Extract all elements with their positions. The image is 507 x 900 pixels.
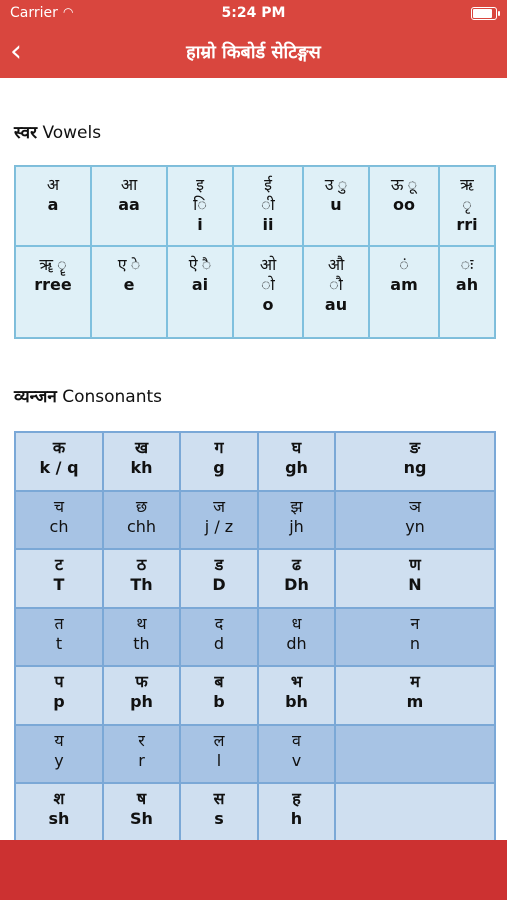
consonant-cell — [258, 666, 335, 725]
consonants-title-en: Consonants — [62, 387, 162, 407]
bottom-bar — [0, 840, 507, 900]
vowel-devanagari: ि — [193, 195, 207, 214]
consonant-roman: h — [290, 809, 303, 828]
consonant-cell — [258, 608, 335, 667]
consonant-roman: chh — [126, 516, 157, 536]
consonant-devanagari: ज — [213, 496, 225, 516]
vowel-devanagari: इ — [196, 175, 204, 194]
vowel-devanagari: ॠ ॄ — [39, 255, 67, 274]
status-time: 5:24 PM — [221, 5, 286, 21]
vowel-cell — [369, 166, 439, 246]
consonant-cell — [103, 549, 180, 608]
consonant-roman: n — [409, 633, 421, 653]
consonant-cell — [103, 783, 180, 840]
consonant-devanagari: द — [214, 613, 224, 633]
consonant-cell — [180, 491, 258, 550]
consonant-roman: T — [53, 575, 65, 594]
consonant-roman: dh — [286, 633, 307, 653]
consonant-devanagari: फ — [135, 672, 148, 691]
consonant-devanagari: ल — [213, 730, 225, 750]
vowel-roman: oo — [393, 195, 415, 214]
vowels-section-title — [14, 120, 101, 143]
consonant-devanagari: प — [54, 672, 64, 691]
vowel-roman: au — [324, 295, 348, 314]
consonant-roman: Sh — [130, 809, 153, 828]
consonant-cell — [335, 666, 495, 725]
consonant-devanagari: ञ — [409, 496, 421, 516]
consonant-cell — [335, 725, 495, 784]
consonant-roman: b — [213, 692, 225, 711]
consonant-cell — [15, 608, 103, 667]
consonant-cell — [258, 549, 335, 608]
vowel-cell — [233, 246, 303, 338]
consonant-devanagari: ष — [136, 789, 147, 808]
vowel-devanagari: ौ — [329, 275, 343, 294]
consonant-roman: m — [406, 692, 424, 711]
wifi-icon: ◠ — [63, 5, 74, 19]
vowel-cell — [91, 246, 167, 338]
consonant-devanagari: ह — [292, 789, 301, 808]
consonant-cell — [258, 783, 335, 840]
consonant-devanagari: स — [213, 789, 225, 808]
consonant-roman: sh — [48, 809, 70, 828]
vowel-devanagari: ऋ — [460, 175, 474, 194]
consonant-cell — [335, 549, 495, 608]
vowel-roman: rree — [34, 275, 72, 294]
vowel-roman: ii — [262, 215, 274, 234]
vowel-roman: am — [390, 275, 418, 294]
consonants-table — [14, 431, 496, 840]
consonant-cell — [180, 783, 258, 840]
consonant-roman: th — [133, 633, 150, 653]
vowels-title-native: स्वर — [14, 123, 38, 143]
consonant-cell — [103, 666, 180, 725]
vowel-cell — [167, 246, 233, 338]
consonant-roman: g — [213, 458, 225, 477]
consonant-cell — [335, 491, 495, 550]
vowel-roman: i — [197, 215, 203, 234]
consonant-cell — [15, 432, 103, 491]
consonant-cell — [180, 432, 258, 491]
consonant-cell — [258, 432, 335, 491]
vowel-roman: aa — [118, 195, 140, 214]
consonant-devanagari: थ — [136, 613, 147, 633]
consonant-roman: gh — [285, 458, 308, 477]
navigation-bar — [0, 0, 507, 78]
vowel-devanagari: ं — [399, 255, 409, 274]
consonant-roman: j / z — [204, 516, 234, 536]
consonant-devanagari: भ — [290, 672, 303, 691]
consonant-cell — [103, 432, 180, 491]
vowel-devanagari: आ — [120, 175, 138, 194]
consonant-cell — [335, 608, 495, 667]
consonant-devanagari: ग — [214, 438, 224, 457]
consonant-roman: ch — [49, 516, 69, 536]
vowel-cell — [303, 166, 369, 246]
consonant-cell — [103, 608, 180, 667]
vowel-roman: e — [123, 275, 135, 294]
consonant-devanagari: श — [53, 789, 65, 808]
vowel-devanagari: ऐ ै — [188, 255, 212, 274]
vowel-devanagari: ः — [460, 255, 474, 274]
vowel-cell — [167, 166, 233, 246]
consonant-devanagari: च — [53, 496, 65, 516]
consonant-roman: bh — [285, 692, 308, 711]
vowel-devanagari: ऊ ू — [390, 175, 418, 194]
consonant-cell — [103, 725, 180, 784]
consonant-roman: Th — [130, 575, 153, 594]
consonant-roman: ng — [403, 458, 427, 477]
consonant-devanagari: ट — [54, 555, 64, 574]
consonant-roman: v — [291, 750, 302, 770]
consonant-roman: jh — [289, 516, 304, 536]
consonant-cell — [103, 491, 180, 550]
consonant-roman: ph — [130, 692, 153, 711]
consonant-devanagari: ढ — [291, 555, 301, 574]
consonant-cell — [258, 725, 335, 784]
vowel-cell — [369, 246, 439, 338]
vowel-devanagari: ए े — [117, 255, 141, 274]
vowel-cell — [91, 166, 167, 246]
consonant-devanagari: क — [52, 438, 66, 457]
consonant-roman: s — [214, 809, 224, 828]
content-area[interactable] — [0, 78, 507, 840]
consonant-cell — [180, 666, 258, 725]
consonant-devanagari: ङ — [409, 438, 421, 457]
consonant-roman: r — [138, 750, 145, 770]
vowel-cell — [439, 246, 495, 338]
consonant-devanagari: ब — [214, 672, 224, 691]
consonant-devanagari: ठ — [136, 555, 147, 574]
carrier-label: Carrier — [10, 5, 58, 21]
status-bar — [0, 0, 507, 26]
consonant-roman: t — [55, 633, 63, 653]
vowels-table — [14, 165, 496, 339]
consonant-roman: l — [216, 750, 222, 770]
vowel-devanagari: ो — [261, 275, 275, 294]
battery-icon — [471, 7, 497, 20]
consonant-roman: p — [53, 692, 65, 711]
consonant-cell — [335, 432, 495, 491]
vowel-devanagari: ओ — [259, 255, 277, 274]
consonant-cell — [15, 725, 103, 784]
consonant-devanagari: घ — [291, 438, 302, 457]
consonant-cell — [15, 666, 103, 725]
consonant-roman: d — [213, 633, 225, 653]
consonant-roman: y — [54, 750, 64, 770]
consonant-cell — [180, 725, 258, 784]
vowel-devanagari: औ — [327, 255, 345, 274]
vowel-roman: u — [330, 195, 342, 214]
vowel-devanagari: अ — [46, 175, 60, 194]
consonant-devanagari: न — [410, 613, 420, 633]
consonant-devanagari: ड — [214, 555, 224, 574]
consonant-devanagari: ण — [409, 555, 421, 574]
consonant-devanagari: झ — [290, 496, 303, 516]
vowel-cell — [233, 166, 303, 246]
consonant-devanagari: र — [138, 730, 145, 750]
consonant-cell — [180, 549, 258, 608]
consonant-cell — [335, 783, 495, 840]
vowel-devanagari: ृ — [462, 195, 472, 214]
consonants-section-title — [14, 384, 162, 407]
vowel-roman: ai — [191, 275, 209, 294]
consonant-cell — [258, 491, 335, 550]
vowel-roman: o — [262, 295, 274, 314]
vowel-cell — [15, 246, 91, 338]
page-title: हाम्रो किबोर्ड सेटिङ्गस — [186, 42, 321, 63]
vowel-devanagari: ी — [261, 195, 275, 214]
consonant-roman: kh — [130, 458, 153, 477]
consonant-devanagari: म — [410, 672, 420, 691]
consonant-devanagari: त — [54, 613, 64, 633]
consonant-cell — [15, 549, 103, 608]
consonants-title-native: व्यन्जन — [14, 387, 57, 407]
consonant-devanagari: य — [54, 730, 64, 750]
vowel-devanagari: ई — [264, 175, 272, 194]
vowel-devanagari: उ ु — [324, 175, 348, 194]
consonant-devanagari: व — [292, 730, 301, 750]
consonant-devanagari: ध — [291, 613, 302, 633]
consonant-roman: k / q — [39, 458, 79, 477]
back-icon[interactable]: ‹ — [10, 34, 22, 69]
vowel-roman: a — [47, 195, 59, 214]
vowel-cell — [303, 246, 369, 338]
consonant-cell — [15, 491, 103, 550]
consonant-roman: N — [408, 575, 422, 594]
consonant-roman: yn — [405, 516, 425, 536]
vowel-cell — [439, 166, 495, 246]
consonant-cell — [180, 608, 258, 667]
consonant-devanagari: छ — [135, 496, 148, 516]
vowel-cell — [15, 166, 91, 246]
vowel-roman: rri — [456, 215, 478, 234]
consonant-roman: D — [212, 575, 226, 594]
vowels-title-en: Vowels — [42, 123, 102, 143]
vowel-roman: ah — [455, 275, 479, 294]
consonant-devanagari: ख — [134, 438, 149, 457]
consonant-roman: Dh — [284, 575, 309, 594]
consonant-cell — [15, 783, 103, 840]
